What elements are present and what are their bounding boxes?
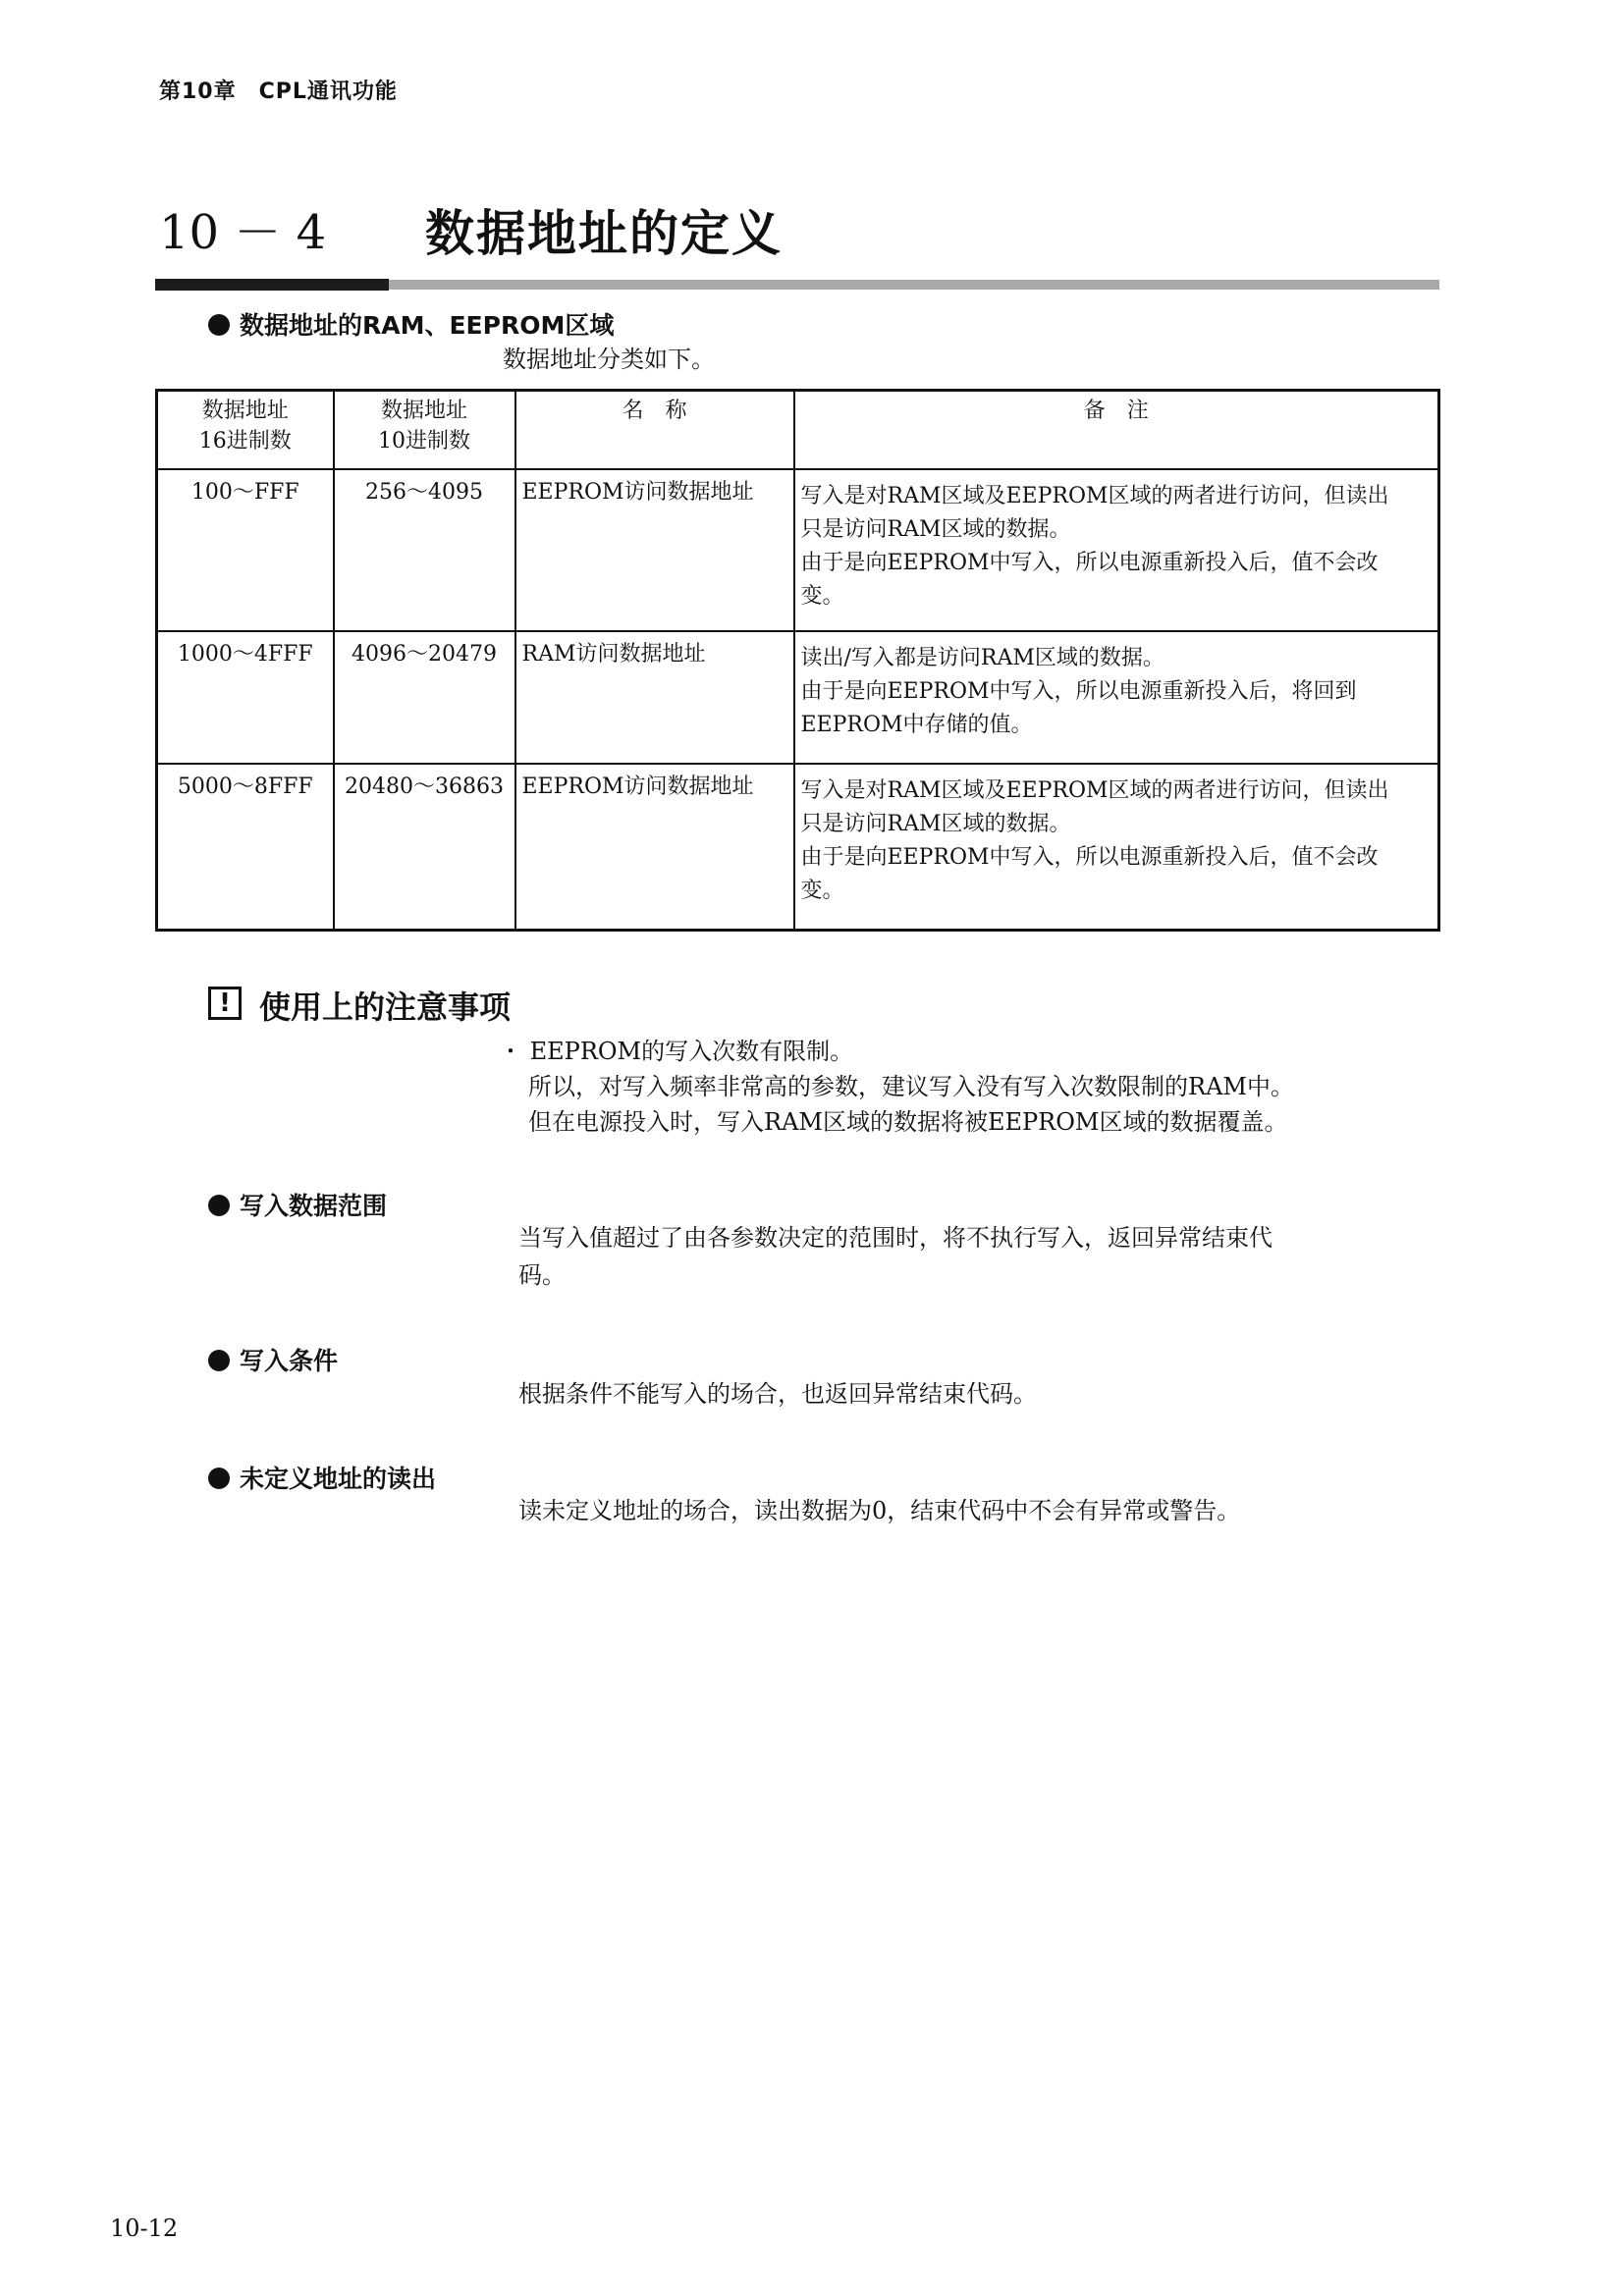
section-number: 10 － 4 [159, 205, 327, 260]
header-dec-line2: 10进制数 [378, 429, 470, 454]
bullet-icon [208, 1195, 230, 1216]
table-header-row [157, 391, 1439, 469]
table-row [157, 631, 1439, 764]
remark-line: EEPROM中存储的值。 [800, 712, 1033, 737]
ram-eeprom-heading-text: 数据地址的RAM、EEPROM区域 [240, 311, 615, 340]
remark-line: 只是访问RAM区域的数据。 [800, 516, 1071, 542]
header-hex-line2: 16进制数 [198, 429, 292, 454]
write-condition-line: 根据条件不能写入的场合，也返回异常结束代码。 [518, 1380, 1037, 1408]
undefined-read-line: 读未定义地址的场合，读出数据为0，结束代码中不会有异常或警告。 [518, 1497, 1241, 1524]
bullet-icon [208, 1350, 230, 1371]
address-table [155, 389, 1440, 932]
cell-remark [794, 631, 1439, 764]
title-rule-dark [155, 279, 389, 291]
write-condition-heading [208, 1342, 338, 1377]
write-range-heading [208, 1187, 387, 1222]
table-row [157, 764, 1439, 931]
header-remark [794, 391, 1439, 469]
exclamation-box-icon: ! [208, 987, 242, 1020]
remark-line: 由于是向EEPROM中写入，所以电源重新投入后，将回到 [800, 678, 1357, 704]
write-condition-heading-text: 写入条件 [240, 1347, 339, 1375]
header-name [515, 391, 794, 469]
table-intro: 数据地址分类如下。 [503, 346, 715, 373]
caution-title: 使用上的注意事项 [259, 988, 512, 1026]
ram-eeprom-heading [208, 306, 614, 342]
bullet-icon [208, 314, 230, 336]
title-rule-light [389, 280, 1439, 290]
write-range-line: 码。 [518, 1261, 566, 1289]
caution-line: 但在电源投入时，写入RAM区域的数据将被EEPROM区域的数据覆盖。 [528, 1108, 1288, 1136]
bullet-icon [208, 1468, 230, 1489]
remark-line: 变。 [800, 878, 844, 903]
cell-hex: 5000～8FFF [157, 764, 334, 931]
write-range-heading-text: 写入数据范围 [240, 1192, 388, 1220]
header-dec [334, 391, 515, 469]
cell-dec: 20480～36863 [334, 764, 515, 931]
cell-hex: 1000～4FFF [157, 631, 334, 764]
cell-remark [794, 469, 1439, 631]
table-row [157, 469, 1439, 631]
header-name-text: 名 称 [622, 399, 687, 423]
remark-line: 写入是对RAM区域及EEPROM区域的两者进行访问，但读出 [800, 777, 1389, 803]
header-hex-line1: 数据地址 [201, 399, 289, 423]
remark-line: 只是访问RAM区域的数据。 [800, 811, 1071, 836]
page-number: 10-12 [110, 2215, 179, 2242]
chapter-header: 第10章 CPL通讯功能 [159, 80, 398, 104]
cell-name: EEPROM访问数据地址 [515, 764, 794, 931]
remark-line: 写入是对RAM区域及EEPROM区域的两者进行访问，但读出 [800, 483, 1389, 508]
header-hex [157, 391, 334, 469]
cell-dec: 4096～20479 [334, 631, 515, 764]
cell-name: EEPROM访问数据地址 [515, 469, 794, 631]
remark-line: 由于是向EEPROM中写入，所以电源重新投入后，值不会改 [800, 550, 1379, 575]
cell-dec: 256～4095 [334, 469, 515, 631]
cell-remark [794, 764, 1439, 931]
cell-name: RAM访问数据地址 [515, 631, 794, 764]
undefined-read-heading [208, 1460, 436, 1495]
header-dec-line1: 数据地址 [380, 399, 467, 423]
remark-line: 由于是向EEPROM中写入，所以电源重新投入后，值不会改 [800, 844, 1379, 870]
section-title: 数据地址的定义 [425, 205, 783, 262]
remark-line: 读出/写入都是访问RAM区域的数据。 [800, 645, 1164, 670]
caution-line: 所以，对写入频率非常高的参数，建议写入没有写入次数限制的RAM中。 [528, 1073, 1294, 1100]
remark-line: 变。 [800, 583, 844, 609]
undefined-read-heading-text: 未定义地址的读出 [240, 1465, 437, 1493]
cell-hex: 100～FFF [157, 469, 334, 631]
caution-line: ・ EEPROM的写入次数有限制。 [499, 1038, 854, 1065]
header-remark-text: 备 注 [1083, 399, 1149, 423]
write-range-line: 当写入值超过了由各参数决定的范围时，将不执行写入，返回异常结束代 [518, 1224, 1272, 1252]
